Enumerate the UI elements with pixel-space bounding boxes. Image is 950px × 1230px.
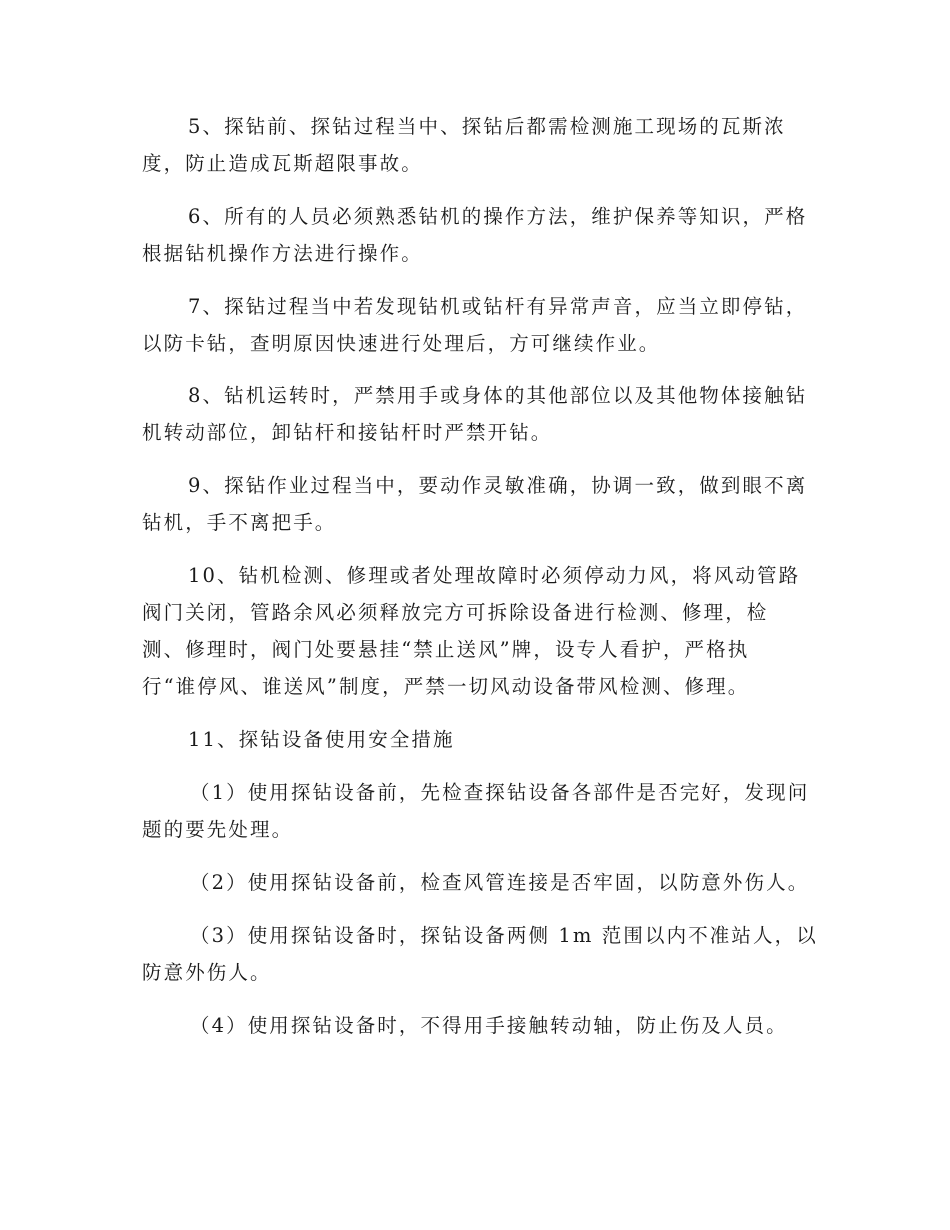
item-2-line-1: （2）使用探钻设备前，检查风管连接是否牢固，以防意外伤人。 — [190, 871, 810, 894]
paragraph-8-line-2: 机转动部位，卸钻杆和接钻杆时严禁开钻。 — [142, 421, 553, 444]
item-4-line-1: （4）使用探钻设备时，不得用手接触转动轴，防止伤及人员。 — [190, 1014, 788, 1037]
paragraph-9-line-1: 9、探钻作业过程当中，要动作灵敏准确，协调一致，做到眼不离 — [188, 474, 808, 497]
paragraph-11-heading: 11、探钻设备使用安全措施 — [188, 728, 455, 751]
item-3-line-2: 防意外伤人。 — [142, 961, 272, 984]
paragraph-5-line-2: 度，防止造成瓦斯超限事故。 — [142, 152, 423, 175]
paragraph-8-line-1: 8、钻机运转时，严禁用手或身体的其他部位以及其他物体接触钻 — [188, 384, 808, 407]
item-3-line-1: （3）使用探钻设备时，探钻设备两侧 1m 范围以内不准站人，以 — [190, 924, 818, 947]
paragraph-7-line-1: 7、探钻过程当中若发现钻机或钻杆有异常声音，应当立即停钻， — [188, 295, 808, 318]
item-1-line-1: （1）使用探钻设备前，先检查探钻设备各部件是否完好，发现问 — [190, 781, 810, 804]
paragraph-10-line-1: 10、钻机检测、修理或者处理故障时必须停动力风，将风动管路 — [188, 564, 801, 587]
paragraph-10-line-3: 测、修理时，阀门处要悬挂“禁止送风”牌，设专人看护，严格执 — [142, 638, 750, 661]
item-1-line-2: 题的要先处理。 — [142, 818, 294, 841]
paragraph-9-line-2: 钻机，手不离把手。 — [142, 511, 337, 534]
paragraph-5-line-1: 5、探钻前、探钻过程当中、探钻后都需检测施工现场的瓦斯浓 — [188, 115, 786, 138]
paragraph-10-line-4: 行“谁停风、谁送风”制度，严禁一切风动设备带风检测、修理。 — [142, 675, 750, 698]
paragraph-7-line-2: 以防卡钻，查明原因快速进行处理后，方可继续作业。 — [142, 332, 661, 355]
paragraph-6-line-1: 6、所有的人员必须熟悉钻机的操作方法，维护保养等知识，严格 — [188, 205, 808, 228]
paragraph-10-line-2: 阀门关闭，管路余风必须释放完方可拆除设备进行检测、修理，检 — [142, 601, 769, 624]
paragraph-6-line-2: 根据钻机操作方法进行操作。 — [142, 242, 423, 265]
